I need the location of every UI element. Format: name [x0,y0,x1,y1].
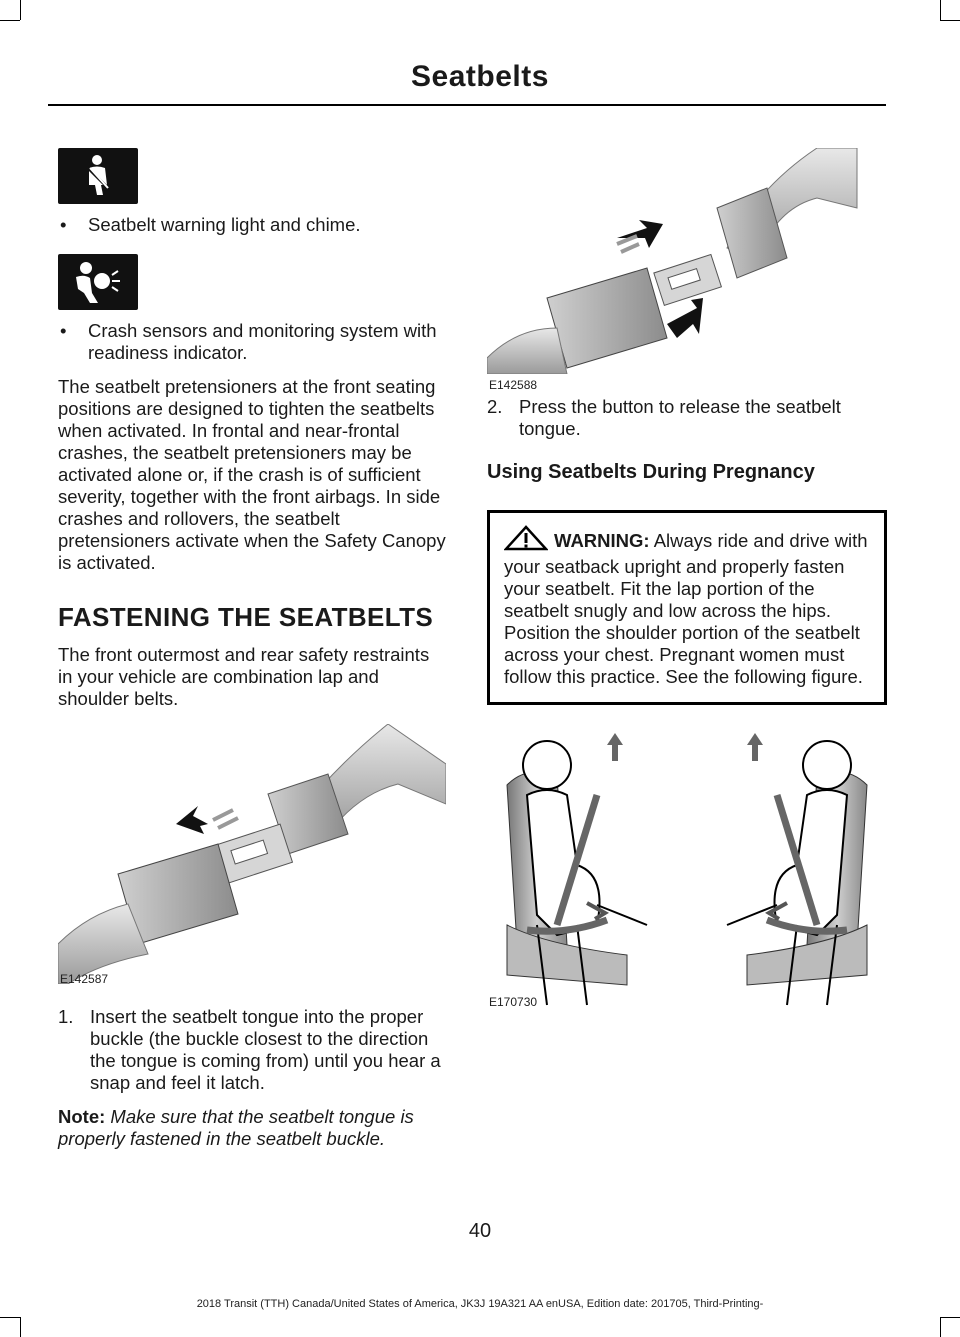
warning-text: Always ride and drive with your seatback upright and properly fasten your seatbelt. Fit the lap portion of the seatbelt snugly and low across the hips. Position the shoulder portion of the seatbelt across your chest. Pregnant women must follow this practice. See the following figure. [504,530,868,687]
buckle-insert-figure [58,724,446,994]
page-title: Seatbelts [411,60,549,93]
airbag-indicator-icon [58,254,138,310]
buckle-release-figure [487,148,887,392]
note-text: Make sure that the seatbelt tongue is properly fastened in the seatbelt buckle. [58,1106,414,1149]
step-number: 2. [487,396,503,417]
page-number: 40 [468,1220,492,1242]
step-text: Insert the seatbelt tongue into the proper buckle (the buckle closest to the direction the tongue is coming from) until you hear a snap and feel it latch. [90,1006,441,1093]
step-item [58,1006,446,1094]
crop-mark [0,1317,20,1318]
buckle-insert-illustration [58,724,446,984]
list-item [58,214,446,236]
section-heading: FASTENING THE SEATBELTS [58,602,434,632]
pregnancy-seatbelt-illustration [487,725,887,1015]
right-column [487,148,887,1025]
pretensioner-paragraph: The seatbelt pretensioners at the front seating positions are designed to tighten the seatbelts when activated. In frontal and near-frontal crashes, the seatbelt pretensioners may be activated alone or, if the crash is of sufficient severity, together with the front airbags. In side crashes and rollovers, the seatbelt pretensioners activate when the Safety Canopy is activated. [58,376,446,573]
step-text: Press the button to release the seatbelt tongue. [519,396,841,439]
crop-mark [940,20,960,21]
crop-mark [20,0,21,20]
combination-belts-paragraph: The front outermost and rear safety restraints in your vehicle are combination lap and shoulder belts. [58,644,430,709]
figure-id: E142588 [489,378,538,392]
note [58,1106,446,1150]
note-label: Note: [58,1106,106,1127]
crop-mark [20,1317,21,1337]
bullet-mark: • [60,214,67,235]
header-rule [48,104,886,106]
crop-mark [0,20,20,21]
figure-id: E170730 [489,995,538,1009]
warning-box [487,510,887,705]
crop-mark [940,0,941,20]
step-number: 1. [58,1006,74,1027]
warning-triangle-icon [504,525,548,556]
subsection-heading: Using Seatbelts During Pregnancy [487,461,815,483]
left-column [58,148,446,1150]
list-item [58,320,446,364]
buckle-release-illustration [487,148,887,374]
bullet-text: Crash sensors and monitoring system with readiness indicator. [88,320,437,363]
step-item [487,396,887,440]
edition-line: 2018 Transit (TTH) Canada/United States of America, JK3J 19A321 AA enUSA, Edition date: 201705, Third-Printing- [196,1298,764,1310]
pregnancy-figure [487,725,887,1025]
bullet-mark: • [60,320,67,341]
bullet-text: Seatbelt warning light and chime. [88,214,361,235]
seatbelt-warning-icon [58,148,138,204]
crop-mark [940,1317,941,1337]
figure-id: E142587 [60,972,109,986]
crop-mark [940,1317,960,1318]
warning-label: WARNING: [554,530,650,551]
